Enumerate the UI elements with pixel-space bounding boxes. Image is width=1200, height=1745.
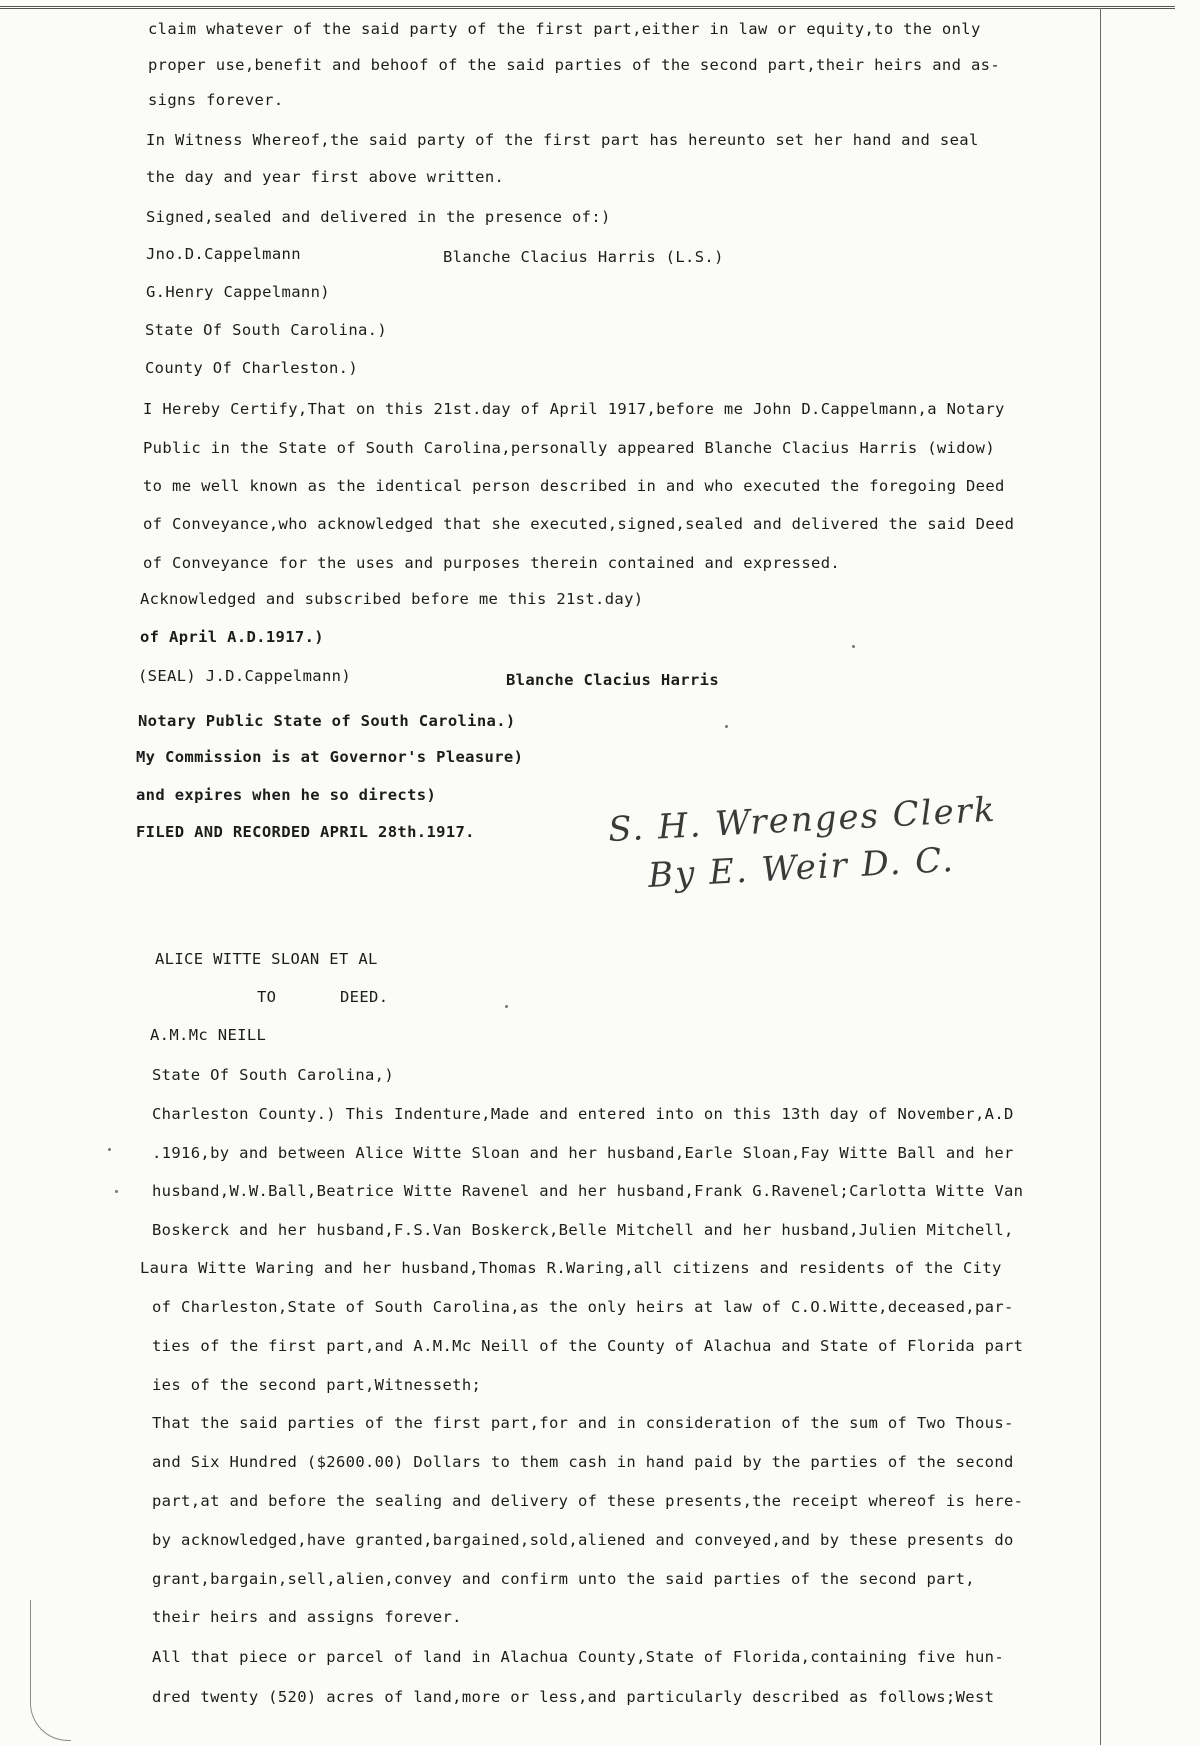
state-line: State Of South Carolina.) [145,321,388,339]
text-line: I Hereby Certify,That on this 21st.day of April 1917,before me John D.Cappelmann,a Notary [143,400,1005,418]
text-line: and Six Hundred ($2600.00) Dollars to them cash in hand paid by the parties of the second [152,1453,1014,1471]
text-line: the day and year first above written. [146,168,505,186]
text-line: Boskerck and her husband,F.S.Van Boskerck,Belle Mitchell and her husband,Julien Mitchell, [152,1221,1014,1239]
scan-speck [115,1190,118,1193]
deed-to-label: TO [257,988,277,1006]
right-margin-line [1100,8,1101,1745]
commission-line: and expires when he so directs) [136,786,437,804]
grantor-name: Blanche Clacius Harris [506,671,719,689]
text-line: part,at and before the sealing and delivery of these presents,the receipt whereof is here- [152,1492,1024,1510]
left-margin-curve [30,1600,71,1741]
text-line: of Conveyance,who acknowledged that she executed,signed,sealed and delivered the said Deed [143,515,1015,533]
text-line: to me well known as the identical person described in and who executed the foregoing Deed [143,477,1005,495]
text-line: dred twenty (520) acres of land,more or less,and particularly described as follows;West [152,1688,995,1706]
text-line: of Charleston,State of South Carolina,as the only heirs at law of C.O.Witte,deceased,par- [152,1298,1014,1316]
text-line: claim whatever of the said party of the first part,either in law or equity,to the only [148,20,981,38]
text-line: signs forever. [148,91,284,109]
scan-speck [505,1005,508,1008]
grantor-signature-line: Blanche Clacius Harris (L.S.) [443,248,724,266]
text-line: by acknowledged,have granted,bargained,sold,aliened and conveyed,and by these presents do [152,1531,1014,1549]
commission-line: My Commission is at Governor's Pleasure) [136,748,524,766]
text-line: their heirs and assigns forever. [152,1608,462,1626]
witness-name: Jno.D.Cappelmann [146,245,301,263]
notary-title: Notary Public State of South Carolina.) [138,712,516,730]
text-line: proper use,benefit and behoof of the said parties of the second part,their heirs and as- [148,56,1000,74]
text-line: Public in the State of South Carolina,personally appeared Blanche Clacius Harris (widow) [143,439,995,457]
deed-grantee-heading: A.M.Mc NEILL [150,1026,267,1044]
text-line: husband,W.W.Ball,Beatrice Witte Ravenel and her husband,Frank G.Ravenel;Carlotta Witte Van [152,1182,1024,1200]
text-line: of Conveyance for the uses and purposes therein contained and expressed. [143,554,841,572]
witness-name: G.Henry Cappelmann) [146,283,330,301]
text-line: Charleston County.) This Indenture,Made and entered into on this 13th day of November,A.D [152,1105,1014,1123]
scan-speck [725,725,728,728]
county-line: County Of Charleston.) [145,359,358,377]
deed-grantor-heading: ALICE WITTE SLOAN ET AL [155,950,378,968]
filed-recorded-line: FILED AND RECORDED APRIL 28th.1917. [136,823,475,841]
top-border-line [0,6,1175,9]
text-line: of April A.D.1917.) [140,628,324,646]
text-line: ies of the second part,Witnesseth; [152,1376,482,1394]
text-line: All that piece or parcel of land in Alachua County,State of Florida,containing five hun- [152,1648,1004,1666]
deed-type-label: DEED. [340,988,389,1006]
text-line: Laura Witte Waring and her husband,Thomas R.Waring,all citizens and residents of the City [140,1259,1002,1277]
text-line: Signed,sealed and delivered in the presence of:) [146,208,611,226]
text-line: grant,bargain,sell,alien,convey and confirm unto the said parties of the second part, [152,1570,975,1588]
clerk-signature: S. H. Wrenges Clerk [607,789,998,851]
notary-signature-line: (SEAL) J.D.Cappelmann) [138,667,351,685]
text-line: In Witness Whereof,the said party of the first part has hereunto set her hand and seal [146,131,979,149]
scan-speck [108,1148,111,1151]
scan-speck [852,645,855,648]
text-line: Acknowledged and subscribed before me this 21st.day) [140,590,644,608]
text-line: ties of the first part,and A.M.Mc Neill of the County of Alachua and State of Florida part [152,1337,1024,1355]
text-line: That the said parties of the first part,for and in consideration of the sum of Two Thous- [152,1414,1014,1432]
text-line: .1916,by and between Alice Witte Sloan and her husband,Earle Sloan,Fay Witte Ball and her [152,1144,1014,1162]
deputy-clerk-signature: By E. Weir D. C. [647,839,956,897]
state-line: State Of South Carolina,) [152,1066,395,1084]
